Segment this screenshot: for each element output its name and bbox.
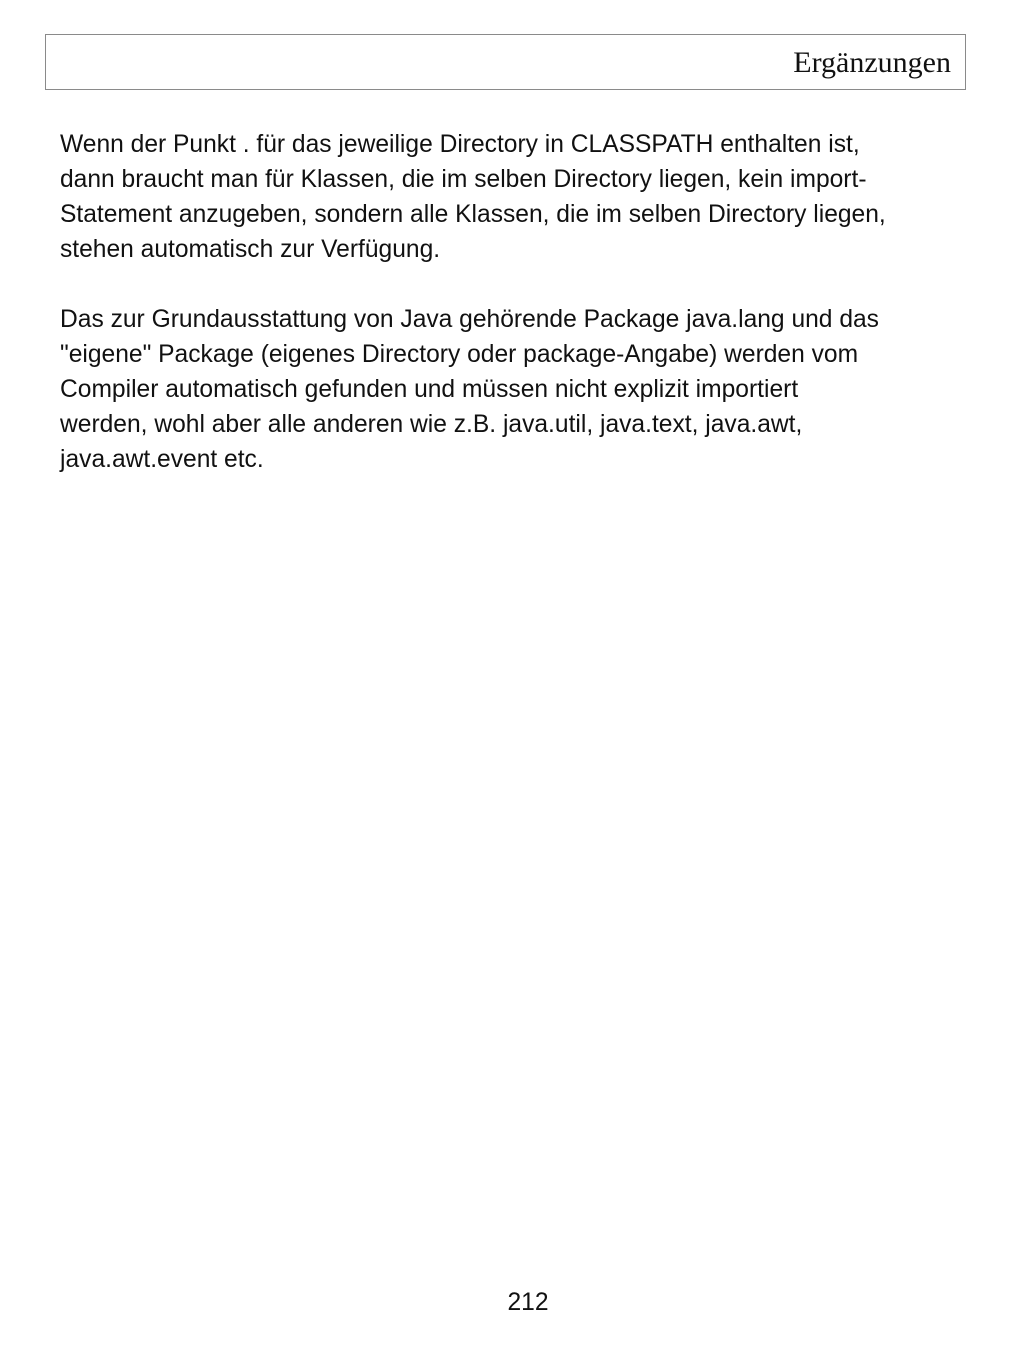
text-line: Das zur Grundausstattung von Java gehörende Package java.lang und das	[60, 306, 879, 333]
paragraph-classpath	[60, 127, 960, 267]
paragraph-java-lang	[60, 302, 960, 477]
text-line: Wenn der Punkt . für das jeweilige Directory in CLASSPATH enthalten ist,	[60, 131, 860, 158]
page-number: 212	[507, 1289, 549, 1316]
text-line: werden, wohl aber alle anderen wie z.B. java.util, java.text, java.awt,	[60, 411, 803, 438]
text-line: Statement anzugeben, sondern alle Klassen, die im selben Directory liegen,	[60, 201, 886, 228]
text-line: stehen automatisch zur Verfügung.	[60, 236, 441, 263]
header-box	[45, 34, 966, 90]
page-title: Ergänzungen	[793, 46, 951, 79]
text-line: dann braucht man für Klassen, die im selben Directory liegen, kein import-	[60, 166, 867, 193]
text-line: "eigene" Package (eigenes Directory oder package-Angabe) werden vom	[60, 341, 859, 368]
text-line: Compiler automatisch gefunden und müssen nicht explizit importiert	[60, 376, 799, 403]
page-content	[60, 127, 960, 512]
text-line: java.awt.event etc.	[60, 446, 264, 473]
